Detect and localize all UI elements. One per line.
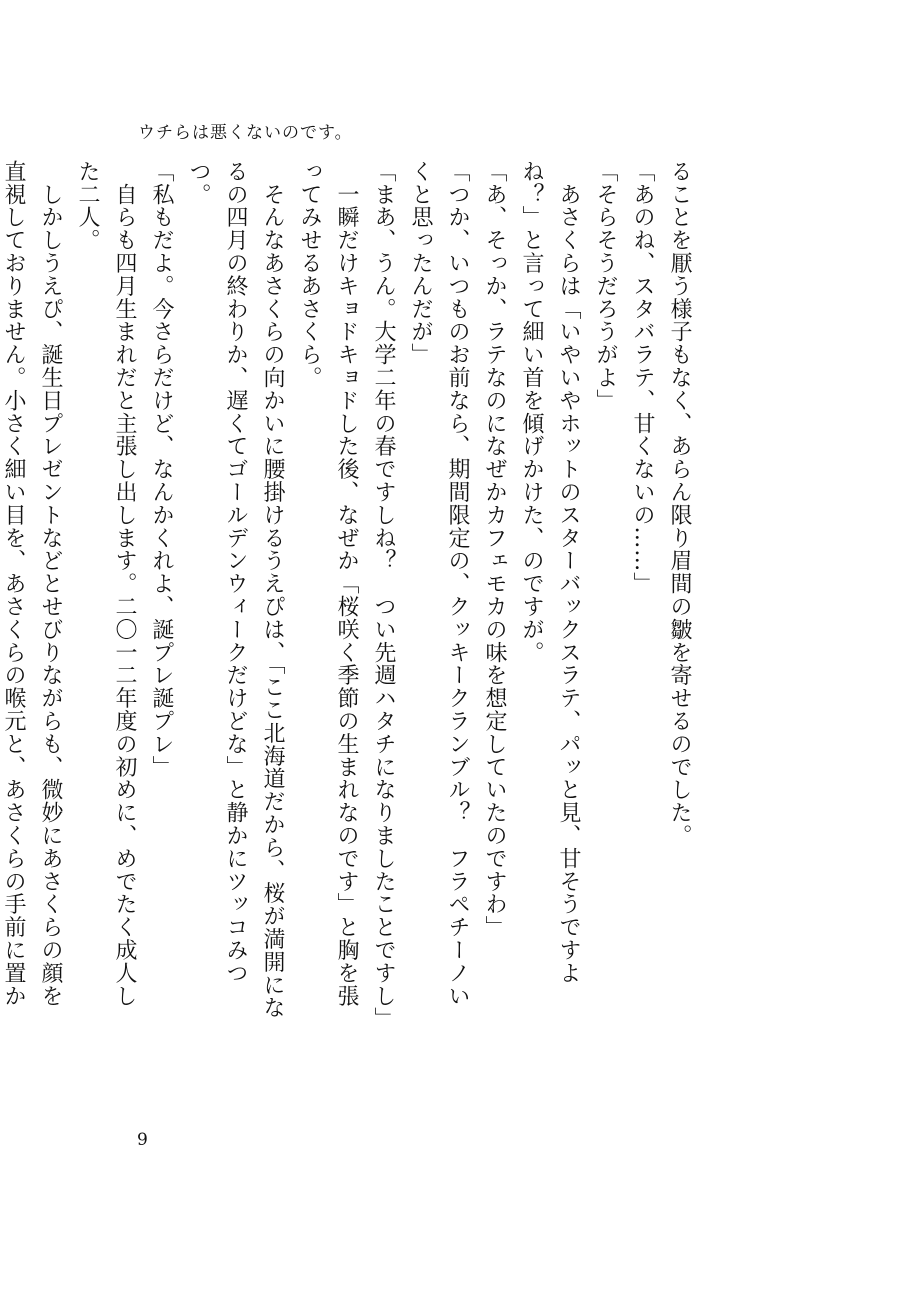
paragraph: 一瞬だけキョドキョドした後、なぜか「桜咲く季節の生まれなのです」と胸を張ってみせるあさくら。 [297, 160, 359, 1008]
paragraph: ることを厭う様子もなく、あらん限り眉間の皺を寄せるのでした。 [667, 160, 692, 847]
paragraph: 「あのね、スタバラテ、甘くないの……」 [630, 160, 655, 596]
page-number: 9 [137, 1130, 148, 1150]
paragraph: そんなあさくらの向かいに腰掛けるうえぴは、「ここ北海道だから、桜が満開になるの四月の終わりか、遅くてゴールデンウィークだけどな」と静かにツッコみつつ。 [186, 160, 285, 1020]
body-text [1, 160, 698, 1031]
paragraph: 「あ、そっか、ラテなのになぜかカフェモカの味を想定していたのですわ」 [482, 160, 507, 939]
paragraph: 自らも四月生まれだと主張し出します。二〇一二年度の初めに、めでたく成人した二人。 [75, 160, 137, 1008]
paragraph: 「まあ、うん。大学二年の春ですしね？ つい先週ハタチになりましたことですし」 [371, 160, 396, 1031]
paragraph: 「つか、いつものお前なら、期間限定の、クッキークランブル？ フラペチーノいくと思ったんだが」 [408, 160, 470, 1008]
paragraph: しかしうえぴ、誕生日プレゼントなどとせびりながらも、微妙にあさくらの顔を直視しておりません。小さく細い目を、あさくらの喉元と、あさくらの手前に置か [1, 160, 63, 1008]
running-title: ウチらは悪くないのです。 [138, 123, 353, 143]
paragraph: あさくらは「いやいやホットのスターバックスラテ、パッと見、甘そうですよね？」と言って細い首を傾げかけた、のですが。 [519, 160, 581, 985]
paragraph: 「私もだよ。今さらだけど、なんかくれよ、誕プレ誕プレ」 [149, 160, 174, 779]
paragraph: 「そらそうだろうがよ」 [593, 160, 618, 412]
